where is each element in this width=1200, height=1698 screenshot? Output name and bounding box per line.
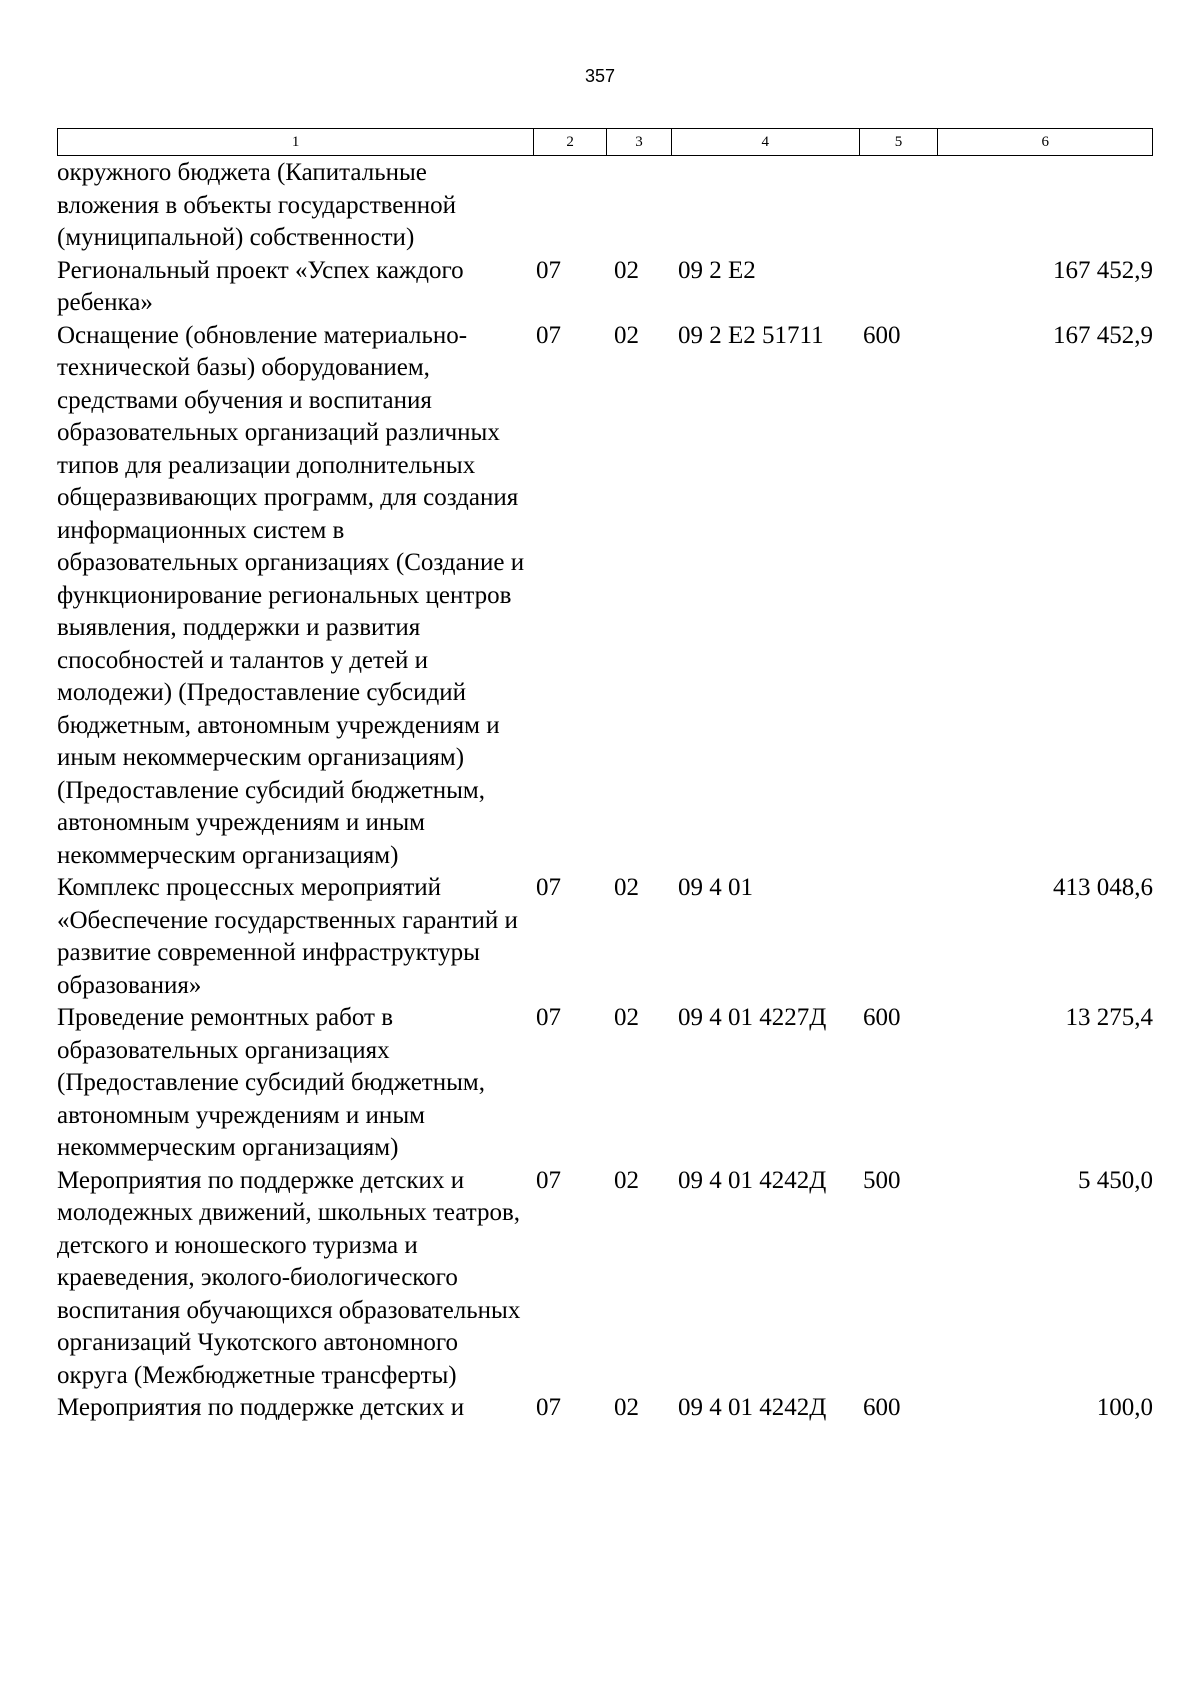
column-number-3: 3 <box>607 129 672 155</box>
row-target-article: 09 4 01 <box>678 874 753 901</box>
row-expense-type <box>860 157 939 255</box>
row-amount: 13 275,4 <box>1065 1004 1153 1031</box>
row-name: Оснащение (обновление материально-технической базы) оборудованием, средствами обучения и воспитания образовательных организаций различных типов для реализации дополнительных общеразвивающих программ, для создания информационных систем в образовательных организациях (Создание и функционирование региональных центров выявления, поддержки и развития способностей и талантов у детей и молодежи) (Предоставление субсидий бюджетным, автономным учреждениям и иным некоммерческим организациям) (Предоставление субсидий бюджетным, автономным учреждениям и иным некоммерческим организациям) <box>57 321 525 869</box>
row-section-code: 07 <box>536 1394 561 1421</box>
row-subsection-code <box>607 157 672 255</box>
row-amount: 413 048,6 <box>1053 874 1153 901</box>
row-subsection-code: 02 <box>614 1004 639 1031</box>
table-row <box>57 872 1153 1002</box>
row-subsection-code: 02 <box>614 1166 639 1194</box>
row-target-article <box>672 157 860 255</box>
table-row <box>57 1165 1153 1393</box>
table-row <box>57 255 1153 320</box>
row-subsection-code: 02 <box>614 321 639 349</box>
row-name: Комплекс процессных мероприятий «Обеспечение государственных гарантий и развитие современной инфраструктуры образования» <box>57 874 518 999</box>
row-target-article: 09 4 01 4242Д <box>678 1394 827 1421</box>
row-section-code: 07 <box>536 874 561 901</box>
row-name: Мероприятия по поддержке детских и <box>57 1394 465 1421</box>
column-number-4: 4 <box>672 129 860 155</box>
row-amount: 167 452,9 <box>1053 321 1153 349</box>
row-subsection-code: 02 <box>614 874 639 901</box>
table-row <box>57 1002 1153 1165</box>
table-column-numbers-header <box>57 128 1153 156</box>
row-expense-type: 600 <box>863 1004 901 1031</box>
row-section-code: 07 <box>536 1166 561 1194</box>
table-row <box>57 320 1153 873</box>
column-number-2: 2 <box>534 129 607 155</box>
row-amount: 167 452,9 <box>1053 256 1153 284</box>
column-number-6: 6 <box>1041 133 1049 150</box>
row-amount: 5 450,0 <box>1078 1166 1153 1194</box>
row-expense-type <box>860 872 939 1002</box>
row-name: Региональный проект «Успех каждого ребенка» <box>57 256 464 316</box>
row-expense-type: 500 <box>863 1166 901 1194</box>
row-expense-type: 600 <box>863 321 901 349</box>
row-section-code: 07 <box>536 1004 561 1031</box>
row-section-code: 07 <box>536 256 561 284</box>
row-target-article: 09 4 01 4242Д <box>678 1166 827 1194</box>
row-amount: 100,0 <box>1096 1394 1153 1421</box>
page-number: 357 <box>584 66 616 86</box>
column-number-1: 1 <box>58 129 534 155</box>
row-expense-type: 600 <box>863 1394 901 1421</box>
row-subsection-code: 02 <box>614 1394 639 1421</box>
row-name: Проведение ремонтных работ в образовательных организациях (Предоставление субсидий бюджетным, автономным учреждениям и иным некоммерческим организациям) <box>57 1004 485 1161</box>
row-name: Мероприятия по поддержке детских и молодежных движений, школьных театров, детского и юношеского туризма и краеведения, эколого-биологического воспитания обучающихся образовательных организаций Чукотского автономного округа (Межбюджетные трансферты) <box>57 1166 521 1389</box>
row-section-code <box>534 157 607 255</box>
row-target-article: 09 2 E2 <box>678 256 756 284</box>
row-subsection-code: 02 <box>614 256 639 284</box>
row-amount <box>939 157 1153 255</box>
row-target-article: 09 4 01 4227Д <box>678 1004 827 1031</box>
column-number-5: 5 <box>860 129 939 155</box>
row-target-article: 09 2 E2 51711 <box>678 321 824 349</box>
budget-table-body <box>57 157 1153 1425</box>
table-row <box>57 1392 1153 1425</box>
table-row <box>57 157 1153 255</box>
row-name: окружного бюджета (Капитальные вложения в объекты государственной (муниципальной) собственности) <box>57 159 457 251</box>
row-section-code: 07 <box>536 321 561 349</box>
row-expense-type <box>860 255 939 320</box>
